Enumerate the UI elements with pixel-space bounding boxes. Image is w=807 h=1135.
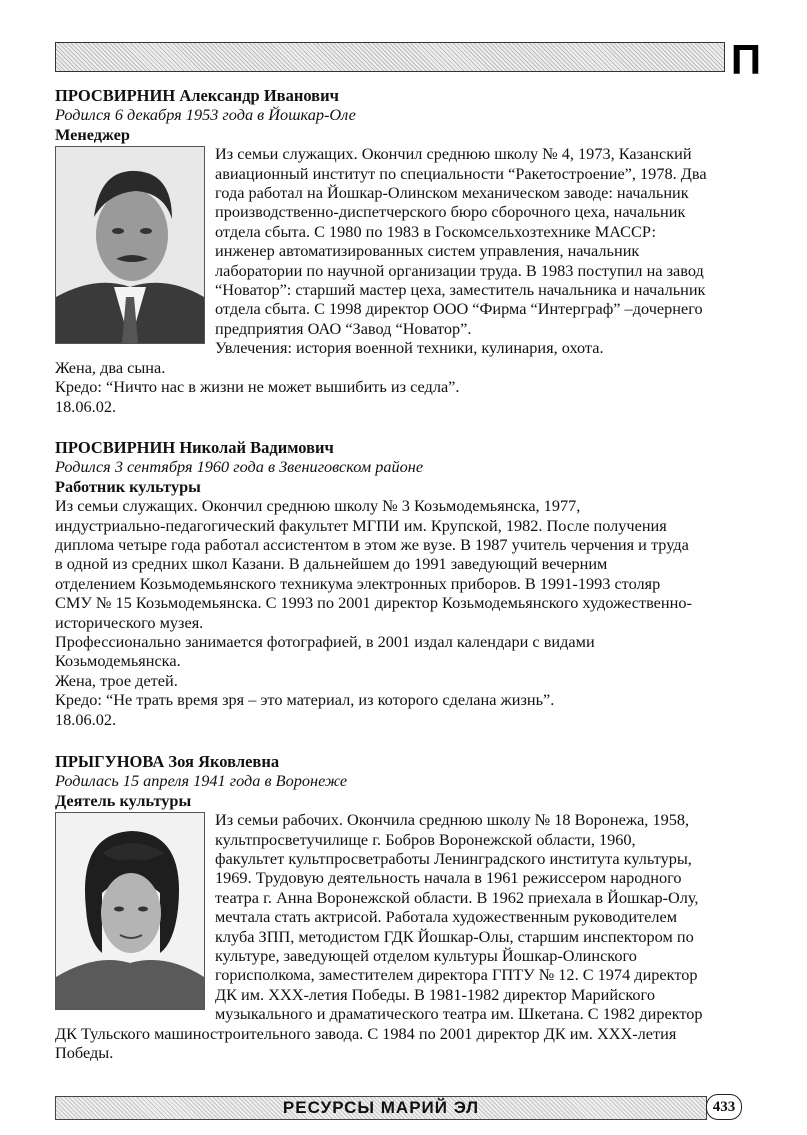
page-number: 433: [706, 1094, 742, 1120]
bio-line: в одной из средних школ Казани. В дальнейшем до 1991 заведующий вечерним: [55, 554, 608, 574]
entry-birth: Родился 6 декабря 1953 года в Йошкар-Оле: [55, 105, 356, 125]
bio-line: Из семьи рабочих. Окончила среднюю школу № 18 Воронежа, 1958,: [215, 810, 690, 830]
entry-name: ПРЫГУНОВА Зоя Яковлевна: [55, 752, 280, 771]
bio-line: Увлечения: история военной техники, кулинария, охота.: [215, 338, 604, 358]
bio-line: авиационный институт по специальности “Ракетостроение”, 1978. Два: [215, 163, 707, 183]
bio-line: музыкального и драматического театра им. Шкетана. С 1982 директор: [215, 1004, 703, 1024]
bio-line: лаборатории по научной организации труда. В 1983 поступил на завод: [215, 260, 704, 280]
entry-birth: Родилась 15 апреля 1941 года в Воронеже: [55, 771, 348, 791]
bio-line: Кредо: “Не трать время зря – это материал, из которого сделана жизнь”.: [55, 690, 555, 710]
section-letter: П: [730, 36, 762, 83]
bio-line: производственно-диспетчерского бюро сборочного цеха, начальник: [215, 202, 686, 222]
bio-line: театра г. Анна Воронежской области. В 1962 приехала в Йошкар-Олу,: [215, 887, 699, 907]
entry-profession: Менеджер: [55, 124, 130, 144]
bio-line: отдела сбыта. С 1998 директор ООО “Фирма “Интерграф” –дочернего: [215, 299, 703, 319]
bio-line: культпросветучилище г. Бобров Воронежской области, 1960,: [215, 829, 636, 849]
header-band: [55, 42, 725, 72]
bio-line: диплома четыре года работал ассистентом в этом же вузе. В 1987 учитель черчения и труда: [55, 535, 689, 555]
footer-band: [55, 1096, 707, 1120]
bio-line: факультет культпросветработы Ленинградского института культуры,: [215, 849, 692, 869]
bio-line: Профессионально занимается фотографией, в 2001 издал календари с видами: [55, 632, 595, 652]
bio-line: отделением Козьмодемьянского техникума электронных приборов. В 1991-1993 столяр: [55, 573, 661, 593]
entry-profession: Деятель культуры: [55, 790, 192, 810]
bio-line: отдела сбыта. С 1980 по 1983 в Госкомсельхозтехнике МАССР:: [215, 221, 657, 241]
footer-title: РЕСУРСЫ МАРИЙ ЭЛ: [282, 1098, 480, 1117]
bio-line: инженер автоматизированных систем управления, начальник: [215, 241, 640, 261]
entry-name: ПРОСВИРНИН Николай Вадимович: [55, 438, 334, 457]
bio-line: индустриально-педагогический факультет МГПИ им. Крупской, 1982. После получения: [55, 515, 667, 535]
bio-line: Из семьи служащих. Окончил среднюю школу № 3 Козьмодемьянска, 1977,: [55, 496, 581, 516]
bio-line: 1969. Трудовую деятельность начала в 1961 режиссером народного: [215, 868, 682, 888]
bio-line: Жена, трое детей.: [55, 670, 178, 690]
entry-birth: Родился 3 сентября 1960 года в Звениговском районе: [55, 457, 424, 477]
bio-line: СМУ № 15 Козьмодемьянска. С 1993 по 2001 директор Козьмодемьянского художественно-: [55, 593, 692, 613]
bio-line: 18.06.02.: [55, 396, 117, 416]
bio-line: “Новатор”: старший мастер цеха, заместитель начальника и начальник: [215, 280, 706, 300]
bio-line: года работал на Йошкар-Олинском механическом заводе: начальник: [215, 183, 689, 203]
bio-line: мечтала стать актрисой. Работала художественным руководителем: [215, 907, 678, 927]
entry-profession: Работник культуры: [55, 476, 201, 496]
entry-name: ПРОСВИРНИН Александр Иванович: [55, 86, 339, 105]
bio-line: исторического музея.: [55, 612, 204, 632]
bio-line: Победы.: [55, 1043, 114, 1063]
bio-line: ДК им. ХХХ-летия Победы. В 1981-1982 директор Марийского: [215, 984, 655, 1004]
bio-line: клуба ЗПП, методистом ГДК Йошкар-Олы, старшим инспектором по: [215, 926, 694, 946]
bio-line: Козьмодемьянска.: [55, 651, 181, 671]
entry-prosvirnin-nikolai: [55, 438, 767, 729]
bio-line: горисполкома, заместителем директора ГПТУ № 12. С 1974 директор: [215, 965, 698, 985]
entry-prygunova-zoya: [55, 752, 767, 1063]
bio-line: ДК Тульского машиностроительного завода. С 1984 по 2001 директор ДК им. ХХХ-летия: [55, 1023, 677, 1043]
bio-line: Жена, два сына.: [55, 357, 166, 377]
portrait-photo-woman: [55, 812, 205, 1010]
bio-line: Кредо: “Ничто нас в жизни не может вышибить из седла”.: [55, 377, 460, 397]
bio-line: Из семьи служащих. Окончил среднюю школу № 4, 1973, Казанский: [215, 144, 692, 164]
entry-prosvirnin-alexander: [55, 86, 767, 416]
bio-line: предприятия ОАО “Завод “Новатор”.: [215, 318, 472, 338]
bio-line: культуре, заведующей отделом культуры Йошкар-Олинского: [215, 946, 637, 966]
portrait-photo-man: [55, 146, 205, 344]
bio-line: 18.06.02.: [55, 709, 117, 729]
